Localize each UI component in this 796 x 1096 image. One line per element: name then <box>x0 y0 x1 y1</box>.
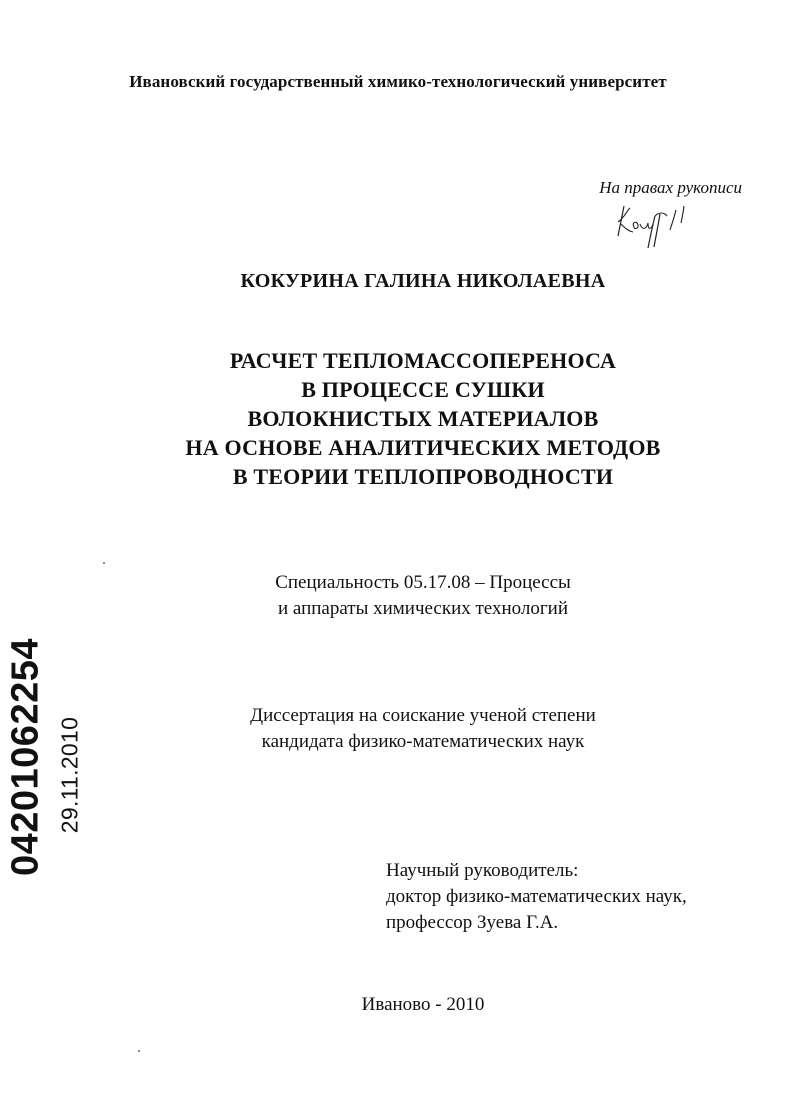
dissertation-title <box>0 346 796 491</box>
library-stamp-number <box>4 638 47 876</box>
supervisor-block <box>386 858 687 936</box>
specialty-line: Специальность 05.17.08 – Процессы <box>275 572 571 593</box>
stamp-date-text: 29.11.2010 <box>56 716 83 834</box>
title-line: ВОЛОКНИСТЫХ МАТЕРИАЛОВ <box>247 406 599 431</box>
specialty <box>0 570 796 622</box>
supervisor-line: профессор Зуева Г.А. <box>386 912 559 933</box>
title-line: НА ОСНОВЕ АНАЛИТИЧЕСКИХ МЕТОДОВ <box>185 435 661 460</box>
library-stamp-date <box>58 716 82 834</box>
supervisor-line: доктор физико-математических наук, <box>386 886 687 907</box>
title-line: В ПРОЦЕССЕ СУШКИ <box>301 377 545 402</box>
scan-speck <box>138 1050 140 1052</box>
degree-statement <box>0 703 796 755</box>
author-name: КОКУРИНА ГАЛИНА НИКОЛАЕВНА <box>240 270 606 292</box>
degree-line: кандидата физико-математических наук <box>261 731 585 752</box>
handwritten-signature <box>612 198 692 250</box>
supervisor-line: Научный руководитель: <box>386 860 579 881</box>
title-line: РАСЧЕТ ТЕПЛОМАССОПЕРЕНОСА <box>229 348 617 373</box>
university-name: Ивановский государственный химико-технологический университет <box>129 72 667 91</box>
city-year: Иваново - 2010 <box>361 994 485 1015</box>
title-line: В ТЕОРИИ ТЕПЛОПРОВОДНОСТИ <box>232 464 614 489</box>
stamp-number-text: 04201062254 <box>4 638 47 876</box>
scan-speck <box>103 562 105 564</box>
manuscript-note: На правах рукописи <box>599 178 742 197</box>
degree-line: Диссертация на соискание ученой степени <box>250 705 596 726</box>
specialty-line: и аппараты химических технологий <box>277 598 569 619</box>
